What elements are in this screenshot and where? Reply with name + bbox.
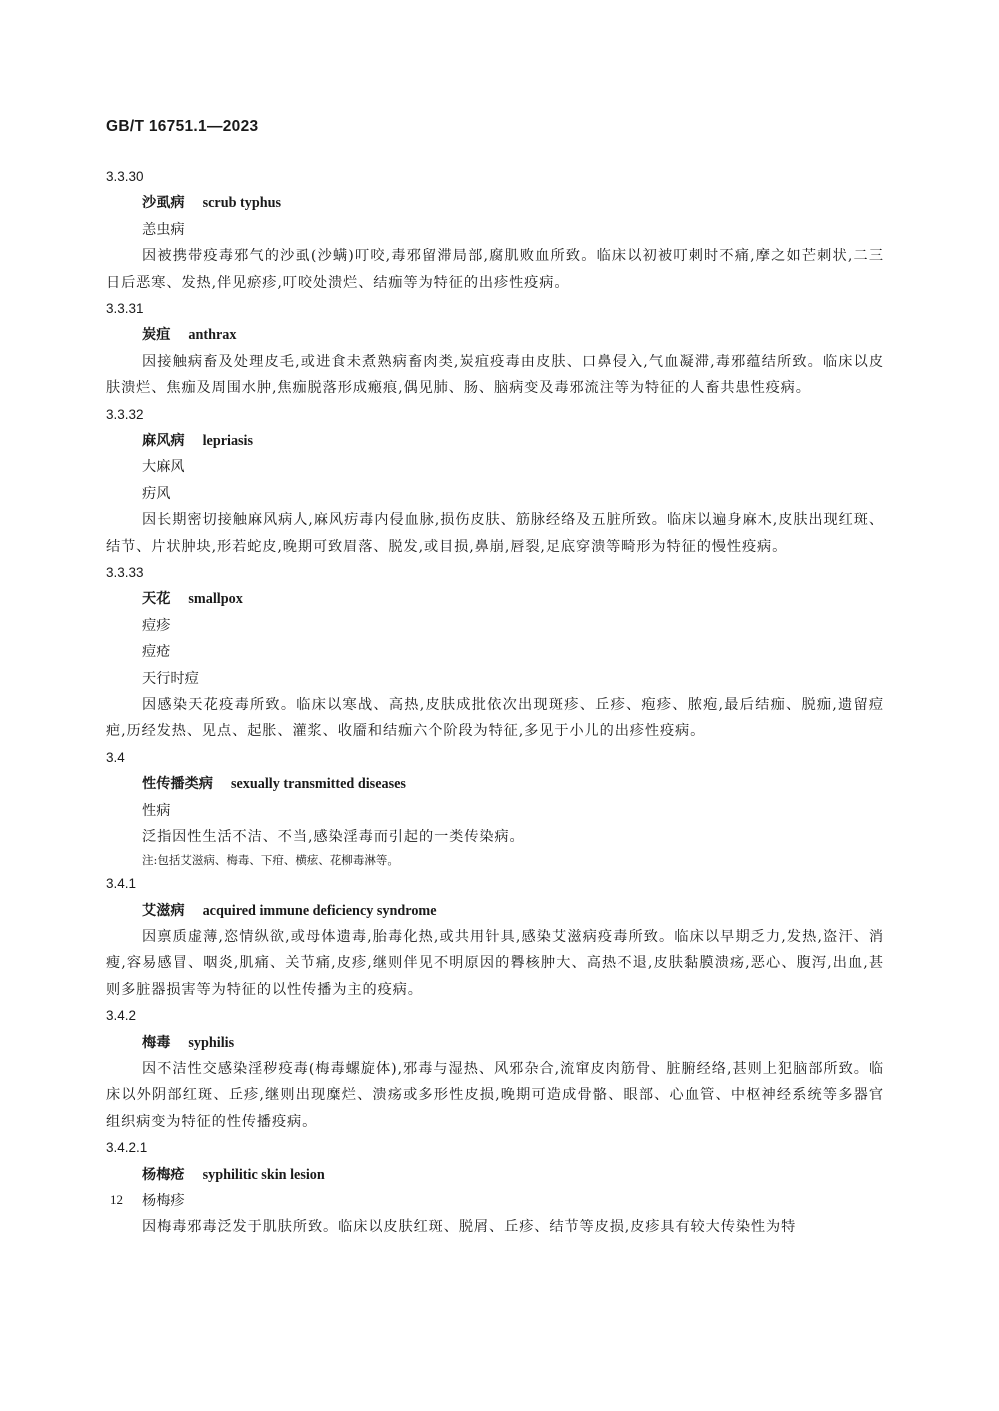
term-entry [106, 1003, 884, 1135]
term-definition: 泛指因性生活不洁、不当,感染淫毒而引起的一类传染病。 [142, 828, 525, 845]
term-definition: 因禀质虚薄,恣情纵欲,或母体遗毒,胎毒化热,或共用针具,感染艾滋病疫毒所致。临床以早期乏力,发热,盗汗、消瘦,容易感冒、咽炎,肌痛、关节痛,皮疹,继则伴见不明原因的臖核肿大、高热不退,皮肤黏膜溃疡,恶心、腹泻,出血,甚则多脏器损害等为特征的以性传播为主的疫病。 [106, 929, 884, 998]
entry-number: 3.4 [106, 749, 125, 765]
entry-number: 3.3.31 [106, 300, 144, 316]
term-english: scrub typhus [202, 195, 282, 212]
term-synonym: 性病 [142, 802, 171, 819]
term-english: acquired immune deficiency syndrome [202, 902, 437, 919]
term-chinese: 梅毒 [142, 1034, 171, 1051]
term-entry [106, 402, 884, 560]
term-definition: 因长期密切接触麻风病人,麻风疠毒内侵血脉,损伤皮肤、筋脉经络及五脏所致。临床以遍身麻木,皮肤出现红斑、结节、片状肿块,形若蛇皮,晚期可致眉落、脱发,或目损,鼻崩,唇裂,足底穿溃等畸形为特征的慢性疫病。 [106, 512, 884, 555]
term-heading [106, 322, 884, 348]
page-number: 12 [110, 1192, 123, 1207]
term-synonym: 大麻风 [142, 459, 185, 476]
term-chinese: 天花 [142, 591, 171, 608]
term-definition: 因感染天花疫毒所致。临床以寒战、高热,皮肤成批依次出现斑疹、丘疹、疱疹、脓疱,最后结痂、脱痂,遗留痘疤,历经发热、见点、起胀、灌浆、收靥和结痂六个阶段为特征,多见于小儿的出疹性疫病。 [106, 696, 884, 740]
term-synonym: 痘疮 [142, 644, 171, 661]
term-heading [106, 771, 884, 797]
term-synonym: 恙虫病 [142, 221, 185, 238]
term-definition: 因被携带疫毒邪气的沙虱(沙螨)叮咬,毒邪留滞局部,腐肌败血所致。临床以初被叮刺时不痛,摩之如芒刺状,二三日后恶寒、发热,伴见瘀疹,叮咬处溃烂、结痂等为特征的出疹性疫病。 [106, 248, 884, 291]
document-body [106, 164, 884, 1241]
term-chinese: 炭疽 [142, 327, 171, 344]
term-chinese: 杨梅疮 [142, 1166, 185, 1183]
entry-number: 3.3.33 [106, 564, 144, 580]
term-heading [106, 586, 884, 612]
entry-number: 3.4.1 [106, 876, 137, 892]
term-synonym: 杨梅疹 [142, 1193, 185, 1210]
term-synonym: 天行时痘 [142, 670, 199, 687]
term-heading [106, 1162, 884, 1188]
term-entry [106, 560, 884, 745]
term-entry [106, 745, 884, 872]
term-entry [106, 1135, 884, 1241]
term-heading [106, 898, 884, 924]
document-header: GB/T 16751.1—2023 [106, 118, 259, 135]
term-definition: 因接触病畜及处理皮毛,或进食未煮熟病畜肉类,炭疽疫毒由皮肤、口鼻侵入,气血凝滞,毒邪蕴结所致。临床以皮肤溃烂、焦痂及周围水肿,焦痂脱落形成瘢痕,偶见肺、肠、脑病变及毒邪流注等为特征的人畜共患性疫病。 [106, 353, 884, 397]
term-synonym: 痘疹 [142, 617, 171, 634]
term-note: 注:包括艾滋病、梅毒、下疳、横痃、花柳毒淋等。 [142, 853, 399, 868]
term-chinese: 沙虱病 [142, 195, 185, 212]
term-chinese: 性传播类病 [142, 776, 213, 793]
term-chinese: 艾滋病 [142, 902, 185, 919]
term-heading [106, 428, 884, 454]
term-english: syphilitic skin lesion [202, 1166, 325, 1183]
term-english: sexually transmitted diseases [230, 776, 406, 793]
term-english: lepriasis [202, 432, 254, 449]
term-definition: 因不洁性交感染淫秽疫毒(梅毒螺旋体),邪毒与湿热、风邪杂合,流窜皮肉筋骨、脏腑经络,甚则上犯脑部所致。临床以外阴部红斑、丘疹,继则出现糜烂、溃疡或多形性皮损,晚期可造成骨骼、眼部、心血管、中枢神经系统等多器官组织病变为特征的性传播疫病。 [106, 1061, 884, 1130]
term-synonym: 疠风 [142, 485, 171, 502]
term-heading [106, 190, 884, 216]
term-entry [106, 871, 884, 1003]
entry-number: 3.3.30 [106, 169, 144, 184]
term-heading [106, 1030, 884, 1056]
term-entry [106, 164, 884, 296]
term-entry [106, 296, 884, 402]
term-chinese: 麻风病 [142, 432, 185, 449]
entry-number: 3.3.32 [106, 406, 144, 422]
term-definition: 因梅毒邪毒泛发于肌肤所致。临床以皮肤红斑、脱屑、丘疹、结节等皮损,皮疹具有较大传染性为特 [142, 1219, 797, 1236]
term-english: smallpox [188, 591, 243, 608]
term-english: syphilis [188, 1034, 235, 1051]
entry-number: 3.4.2.1 [106, 1140, 148, 1156]
term-english: anthrax [188, 327, 237, 344]
entry-number: 3.4.2 [106, 1008, 137, 1024]
